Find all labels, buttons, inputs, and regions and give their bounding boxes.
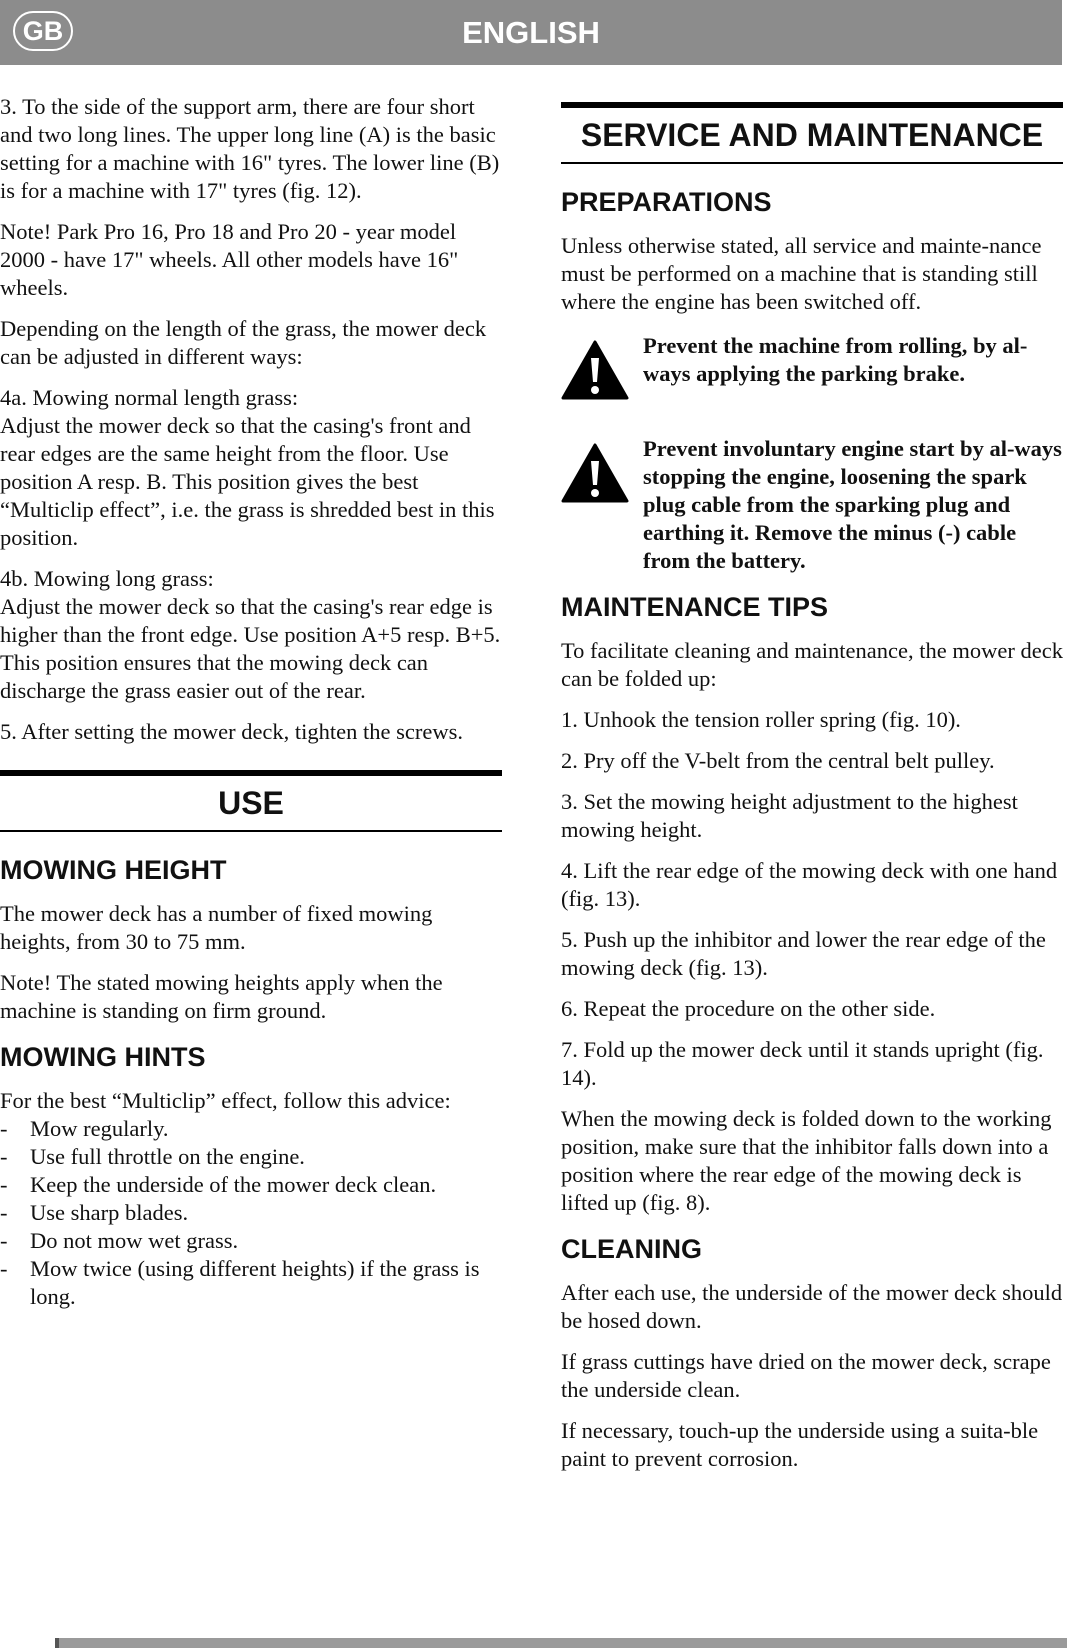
- list-dash: -: [0, 1200, 8, 1225]
- list-dash: -: [0, 1144, 8, 1169]
- footer-bar: [55, 1638, 1067, 1648]
- mowing-hints-list: [0, 1115, 502, 1311]
- tip-step: 4. Lift the rear edge of the mowing deck with one hand (fig. 13).: [561, 858, 1058, 911]
- step-4a: [0, 384, 502, 552]
- step-4a-title: 4a. Mowing normal length grass:: [0, 385, 299, 410]
- warning-box: [561, 332, 1063, 405]
- warning-icon: [561, 435, 643, 508]
- tip-step: 7. Fold up the mower deck until it stands upright (fig. 14).: [561, 1037, 1044, 1090]
- list-dash: -: [0, 1256, 8, 1281]
- paragraph: After each use, the underside of the mower deck should be hosed down.: [561, 1280, 1063, 1333]
- list-item: [0, 1115, 502, 1143]
- right-column: [561, 102, 1063, 1486]
- country-badge: GB: [13, 11, 73, 51]
- mowing-height-heading: MOWING HEIGHT: [0, 855, 227, 885]
- tips-intro: To facilitate cleaning and maintenance, the mower deck can be folded up:: [561, 638, 1063, 691]
- service-section-heading: SERVICE AND MAINTENANCE: [561, 102, 1063, 164]
- tip-step: When the mowing deck is folded down to the working position, make sure that the inhibitor falls down into a position where the rear edge of the mowing deck is lifted up (fig. 8).: [561, 1106, 1052, 1215]
- list-dash: -: [0, 1116, 8, 1141]
- tip-step: 6. Repeat the procedure on the other side.: [561, 996, 936, 1021]
- warning-text: Prevent involuntary engine start by al-ways stopping the engine, loosening the spark plug cable from the sparking plug and earthing it. Remove the minus (-) cable from the battery.: [643, 436, 1062, 573]
- list-item: [0, 1227, 502, 1255]
- left-column: [0, 93, 502, 1311]
- warning-text: Prevent the machine from rolling, by al-ways applying the parking brake.: [643, 333, 1028, 386]
- list-item-text: Keep the underside of the mower deck clean.: [30, 1172, 437, 1197]
- tip-step: 1. Unhook the tension roller spring (fig. 10).: [561, 707, 961, 732]
- list-item: [0, 1143, 502, 1171]
- paragraph: Note! The stated mowing heights apply when the machine is standing on firm ground.: [0, 970, 443, 1023]
- paragraph: If necessary, touch-up the underside using a suita-ble paint to prevent corrosion.: [561, 1418, 1039, 1471]
- list-dash: -: [0, 1228, 8, 1253]
- step-4b-text: Adjust the mower deck so that the casing's rear edge is higher than the front edge. Use position A+5 resp. B+5. This position ensures that the mowing deck can discharge the grass easier out of the rear.: [0, 594, 501, 703]
- tip-step: 5. Push up the inhibitor and lower the rear edge of the mowing deck (fig. 13).: [561, 927, 1046, 980]
- step-4b-title: 4b. Mowing long grass:: [0, 566, 214, 591]
- list-item-text: Use full throttle on the engine.: [30, 1144, 305, 1169]
- paragraph: The mower deck has a number of fixed mowing heights, from 30 to 75 mm.: [0, 901, 433, 954]
- mowing-hints-heading: MOWING HINTS: [0, 1042, 206, 1072]
- cleaning-heading: CLEANING: [561, 1234, 702, 1264]
- paragraph: If grass cuttings have dried on the mower deck, scrape the underside clean.: [561, 1349, 1051, 1402]
- step-4b: [0, 565, 502, 705]
- paragraph: Depending on the length of the grass, the mower deck can be adjusted in different ways:: [0, 316, 487, 369]
- step-4a-text: Adjust the mower deck so that the casing's front and rear edges are the same height from the floor. Use position A resp. B. This position gives the best “Multiclip effect”, i.e. the grass is shredded best in this position.: [0, 413, 495, 550]
- paragraph: 3. To the side of the support arm, there are four short and two long lines. The upper long line (A) is the basic setting for a machine with 16" tyres. The lower line (B) is for a machine with 17" tyres (fig. 12).: [0, 94, 500, 203]
- maintenance-tips-heading: MAINTENANCE TIPS: [561, 592, 829, 622]
- warning-icon: [561, 332, 643, 405]
- list-item-text: Mow twice (using different heights) if the grass is long.: [30, 1256, 480, 1309]
- list-item: [0, 1199, 502, 1227]
- tip-step: 3. Set the mowing height adjustment to the highest mowing height.: [561, 789, 1018, 842]
- preparations-text: Unless otherwise stated, all service and mainte-nance must be performed on a machine that is standing still where the engine has been switched off.: [561, 233, 1042, 314]
- list-item-text: Do not mow wet grass.: [30, 1228, 239, 1253]
- warning-box: [561, 435, 1063, 575]
- tip-step: 2. Pry off the V-belt from the central belt pulley.: [561, 748, 995, 773]
- language-header: [0, 0, 1062, 65]
- step-5: 5. After setting the mower deck, tighten the screws.: [0, 719, 463, 744]
- header-title: ENGLISH: [462, 15, 600, 50]
- list-item: [0, 1255, 502, 1311]
- list-item-text: Mow regularly.: [30, 1116, 169, 1141]
- list-item-text: Use sharp blades.: [30, 1200, 189, 1225]
- paragraph: Note! Park Pro 16, Pro 18 and Pro 20 - year model 2000 - have 17" wheels. All other models have 16" wheels.: [0, 219, 459, 300]
- use-section-heading: USE: [0, 770, 502, 832]
- list-item: [0, 1171, 502, 1199]
- list-dash: -: [0, 1172, 8, 1197]
- preparations-heading: PREPARATIONS: [561, 187, 772, 217]
- mowing-hints-intro: For the best “Multiclip” effect, follow this advice:: [0, 1088, 451, 1113]
